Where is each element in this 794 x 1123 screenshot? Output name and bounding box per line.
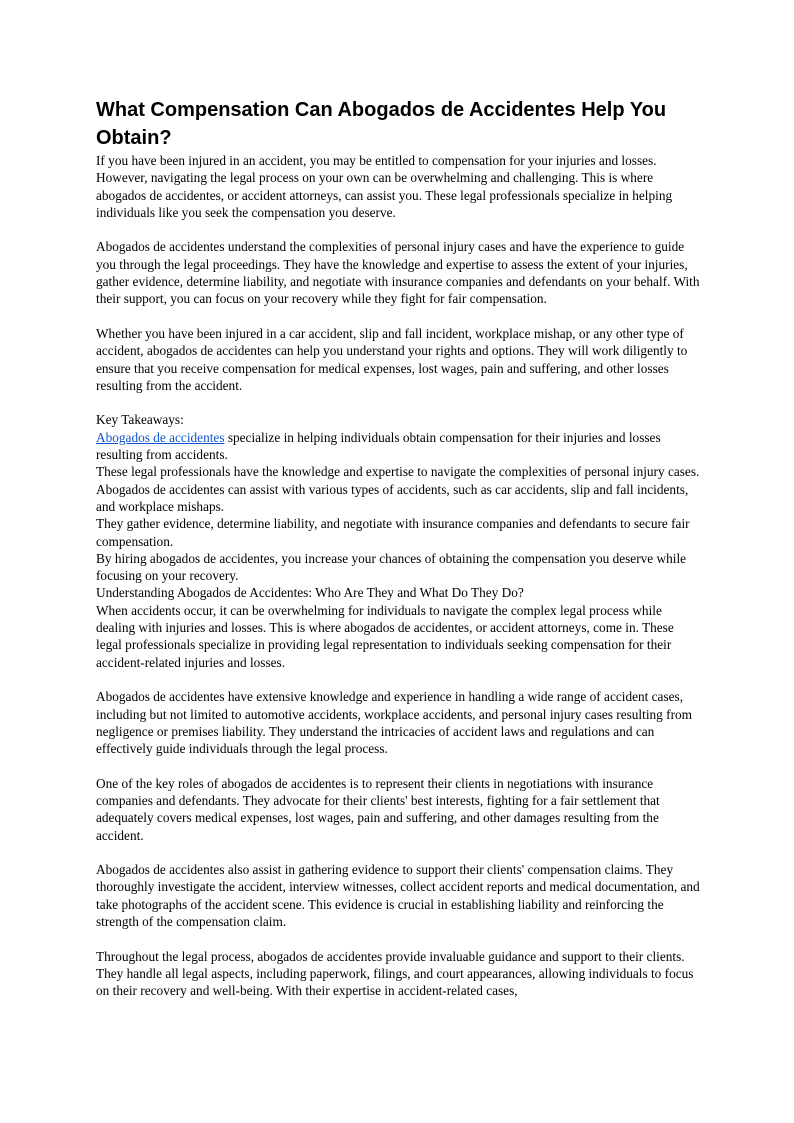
abogados-link[interactable]: Abogados de accidentes <box>96 429 225 445</box>
paragraph-gap <box>96 671 700 688</box>
intro-paragraph-1: If you have been injured in an accident, you may be entitled to compensation for your injuries and losses. However, navigating the legal process on your own can be overwhelming and challenging. This is where abogados de accidentes, or accident attorneys, can assist you. These legal professionals specialize in helping individuals like you seek the compensation you deserve. <box>96 153 673 220</box>
takeaway-item-2: These legal professionals have the knowledge and expertise to navigate the complexities of personal injury cases. <box>96 464 700 480</box>
takeaways-heading: Key Takeaways: <box>96 412 184 428</box>
section-heading: Understanding Abogados de Accidentes: Who Are They and What Do They Do? <box>96 585 524 601</box>
takeaway-item-1-text: specialize in helping individuals obtain compensation for their injuries and losses resulting from accidents. <box>96 429 661 463</box>
section-paragraph-3: One of the key roles of abogados de accidentes is to represent their clients in negotiations with insurance companies and defendants. They advocate for their clients' best interests, fighting for a fair settlement that adequately covers medical expenses, lost wages, pain and suffering, and other damages resulting from the accident. <box>96 775 660 843</box>
page-title: What Compensation Can Abogados de Accidentes Help You Obtain? <box>96 99 667 149</box>
intro-paragraph-2: Abogados de accidentes understand the complexities of personal injury cases and have the experience to guide you through the legal proceedings. They have the knowledge and expertise to assess the extent of your injuries, gather evidence, determine liability, and negotiate with insurance companies and defendants on your behalf. With their support, you can focus on your recovery while they fight for fair compensation. <box>96 239 700 307</box>
document-page <box>96 96 700 1000</box>
intro-paragraph-3: Whether you have been injured in a car accident, slip and fall incident, workplace mishap, or any other type of accident, abogados de accidentes can help you understand your rights and options. They will work diligently to ensure that you receive compensation for medical expenses, lost wages, pain and suffering, and other losses resulting from the accident. <box>96 325 688 393</box>
paragraph-gap <box>96 930 700 947</box>
section-paragraph-5: Throughout the legal process, abogados de accidentes provide invaluable guidance and support to their clients. They handle all legal aspects, including paperwork, filings, and court appearances, allowing individuals to focus on their recovery and well-being. With their expertise in accident-related cases, <box>96 948 694 999</box>
paragraph-gap <box>96 221 700 238</box>
takeaway-item-4: They gather evidence, determine liability, and negotiate with insurance companies and defendants to secure fair compensation. <box>96 516 690 549</box>
section-paragraph-1: When accidents occur, it can be overwhelming for individuals to navigate the complex legal process while dealing with injuries and losses. This is where abogados de accidentes, or accident attorneys, come in. These legal professionals specialize in providing legal representation to individuals seeking compensation for their accident-related injuries and losses. <box>96 602 674 670</box>
section-paragraph-2: Abogados de accidentes have extensive knowledge and experience in handling a wide range of accident cases, including but not limited to automotive accidents, workplace accidents, and personal injury cases resulting from negligence or premises liability. They understand the intricacies of accident laws and regulations and can effectively guide individuals through the legal process. <box>96 689 692 757</box>
section-paragraph-4: Abogados de accidentes also assist in gathering evidence to support their clients' compensation claims. They thoroughly investigate the accident, interview witnesses, collect accident reports and medical documentation, and take photographs of the accident scene. This evidence is crucial in establishing liability and reinforcing the strength of the compensation claim. <box>96 862 700 930</box>
takeaway-item-1 <box>96 429 700 464</box>
paragraph-gap <box>96 394 700 411</box>
paragraph-gap <box>96 308 700 325</box>
paragraph-gap <box>96 757 700 774</box>
paragraph-gap <box>96 844 700 861</box>
takeaway-item-5: By hiring abogados de accidentes, you increase your chances of obtaining the compensation you deserve while focusing on your recovery. <box>96 550 687 584</box>
takeaway-item-3: Abogados de accidentes can assist with various types of accidents, such as car accidents, slip and fall incidents, and workplace mishaps. <box>96 481 689 514</box>
